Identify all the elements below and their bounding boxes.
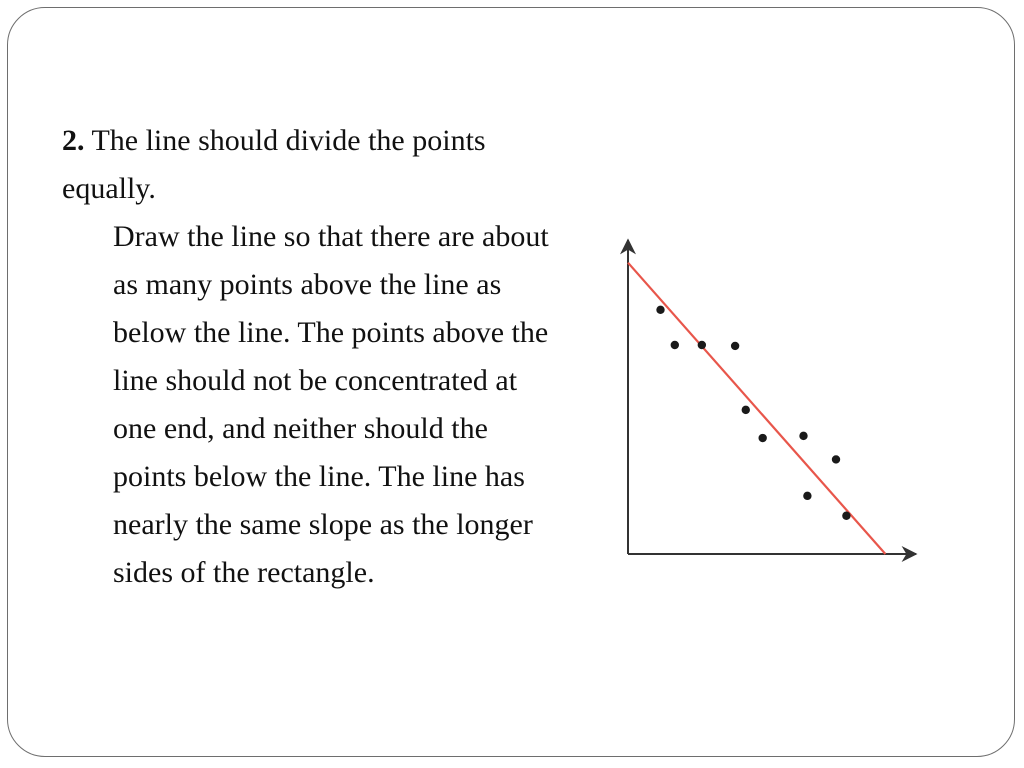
data-point-3 <box>698 341 706 349</box>
best-fit-line <box>628 263 885 554</box>
data-points <box>656 306 850 520</box>
body-paragraph: Draw the line so that there are about as many points above the line as below the line. The points above the line should not be concentrated at one end, and neither should the points below the line. The line has nearly the same slope as the longer sides of the rectangle. <box>113 220 549 589</box>
data-point-2 <box>671 341 679 349</box>
data-point-7 <box>799 432 807 440</box>
item-heading-text: The line should divide the points equally. <box>62 124 486 205</box>
data-point-4 <box>731 342 739 350</box>
data-point-10 <box>842 512 850 520</box>
data-point-1 <box>656 306 664 314</box>
scatter-plot-figure <box>610 232 926 568</box>
data-point-6 <box>758 434 766 442</box>
slide-text <box>62 117 562 597</box>
scatter-plot <box>610 232 926 568</box>
data-point-8 <box>832 455 840 463</box>
item-heading <box>62 117 562 213</box>
data-point-9 <box>803 492 811 500</box>
item-number: 2. <box>62 124 85 157</box>
data-point-5 <box>742 406 750 414</box>
